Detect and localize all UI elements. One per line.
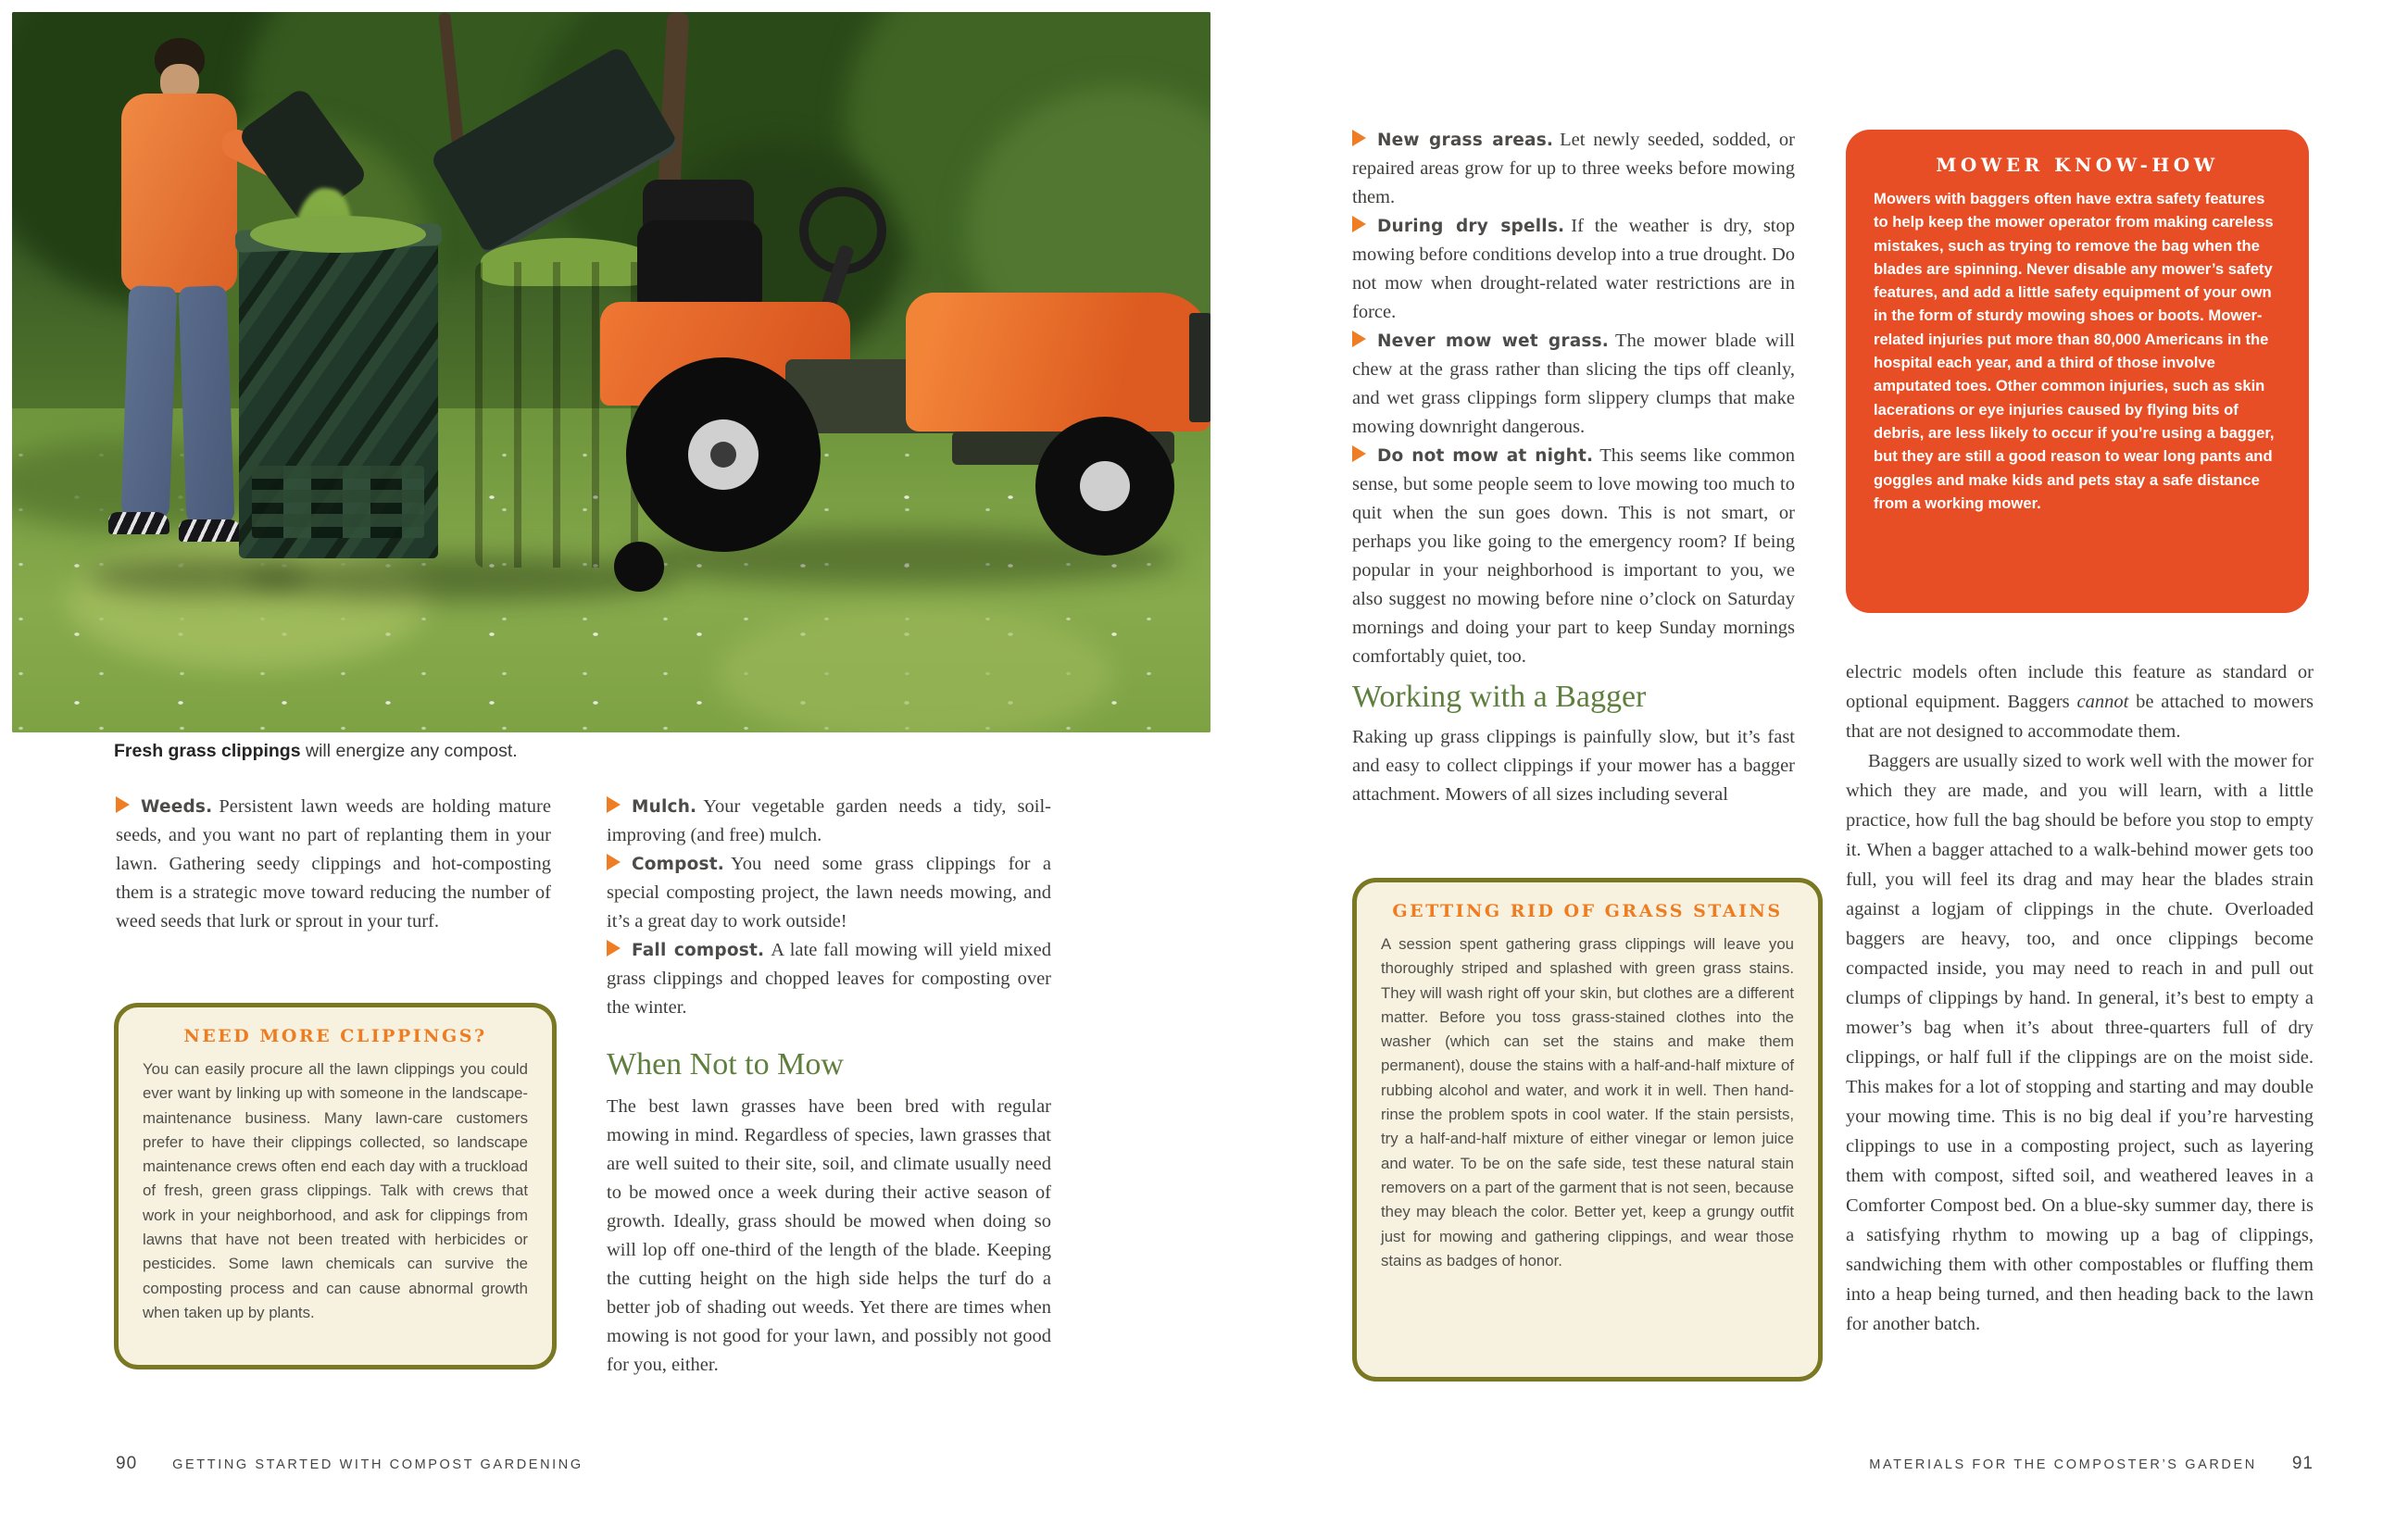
running-footer-title: GETTING STARTED WITH COMPOST GARDENING [172, 1457, 583, 1472]
right-column-1 [1352, 126, 1795, 809]
photo-caption-rest: will energize any compost. [300, 741, 518, 761]
running-footer-title: MATERIALS FOR THE COMPOSTER’S GARDEN [1869, 1457, 2257, 1472]
mower-rear-hub [688, 419, 759, 490]
section-heading-when-not-to-mow: When Not to Mow [607, 1047, 844, 1082]
callout-need-more-clippings [114, 1003, 557, 1369]
bullet-triangle-icon [1352, 130, 1366, 146]
mower-front-wheel [1035, 417, 1174, 556]
page-number: 91 [2291, 1454, 2314, 1473]
footer-right [1846, 1454, 2314, 1474]
bullet-text: Persistent lawn weeds are holding mature seeds, and you want no part of replanting them in your lawn. Gathering seedy clippings and hot-composting them is a strategic move toward reducing the number of weed seeds that lurk or sprout in your turf. [116, 796, 551, 932]
bullet-triangle-icon [116, 796, 130, 813]
bullet-text: Your vegetable garden needs a tidy, soil-improving (and free) mulch. [607, 796, 1051, 845]
bullet-lead: Never mow wet grass. [1377, 331, 1610, 351]
man-shoe-left [108, 512, 169, 534]
when-not-to-mow-paragraph: The best lawn grasses have been bred with regular mowing in mind. Regardless of species, lawn grasses that are well suited to their site, soil, and climate usually need to be mowed once a week during their active season of growth. Ideally, grass should be mowed when doing so will lop off one-third of the length of the blade. Keeping the cutting height on the high side helps the turf do a better job of shading out weeds. Yet there are times when mowing is not good for your lawn, and possibly not good for you, either. [607, 1096, 1051, 1375]
bullet-text: This seems like common sense, but some people seem to love mowing too much to quit when the sun goes down. This is not smart, or perhaps you like going to the emergency room? If being popular in your neighborhood is important to you, we also suggest no mowing before nine o’clock on Saturday mornings and doing your part to keep Sunday mornings comfortably quiet, too. [1352, 445, 1795, 667]
bullet-triangle-icon [607, 854, 621, 870]
mower-rear-wheel [626, 357, 821, 552]
callout-title: MOWER KNOW-HOW [1936, 154, 2219, 176]
bagger-continued-paragraph [1846, 657, 2314, 746]
bullet-lead: Fall compost. [632, 941, 765, 960]
callout-title: NEED MORE CLIPPINGS? [183, 1026, 487, 1046]
photo-caption [114, 741, 1040, 762]
bullet-fall-compost [607, 936, 1051, 1022]
grass-sunpatch2 [716, 605, 1114, 732]
compost-bin [239, 234, 438, 558]
bullet-never-mow-wet-grass [1352, 327, 1795, 442]
bullet-weeds [116, 793, 551, 936]
bullet-lead: New grass areas. [1377, 131, 1554, 150]
callout-body: A session spent gathering grass clippings will leave you thoroughly striped and splashed with green grass stains. They will wash right off your skin, but clothes are a different matter. Before you toss grass-stained clothes into the washer (which can set the stains and make them permanent), douse the stains with a half-and-half mixture of rubbing alcohol and water, and work it in well. Then hand-rinse the problem spots in cool water. If the stain persists, try a half-and-half mixture of either vinegar or lemon juice and water. To be on the safe side, test these natural stain removers on a part of the garment that is not seen, because they may bleach the color. Better yet, keep a grungy outfit just for mowing and gathering clippings, and wear those stains as badges of honor. [1381, 935, 1794, 1269]
mower-hood [906, 293, 1210, 431]
bullet-triangle-icon [1352, 331, 1366, 347]
callout-mower-know-how [1846, 130, 2309, 613]
man-jeans-left [121, 285, 178, 519]
callout-grass-stains [1352, 878, 1823, 1382]
compost-bin-vents [252, 466, 424, 538]
mower-grill [1189, 313, 1210, 422]
paragraph-text: be attached to mowers that are not designed to accommodate them. [1846, 692, 2314, 742]
bullet-text: If the weather is dry, stop mowing before conditions develop into a true drought. Do not mow when drought-related water restrictions are in force. [1352, 216, 1795, 322]
mower-rear-hubcap [710, 442, 736, 468]
paragraph-text: electric models often include this feature as standard or optional equipment. Baggers [1846, 662, 2314, 712]
callout-body: Mowers with baggers often have extra safety features to help keep the mower operator from making careless mistakes, such as trying to remove the bag when the blades are spinning. Never disable any mower’s safety features, and add a little safety equipment of your own in the form of sturdy mowing shoes or boots. Mower-related injuries put more than 80,000 Americans in the hospital each year, and a third of those involve amputated toes. Other common injuries, such as skin lacerations or eye injuries caused by flying bits of debris, are less likely to occur if you’re using a bagger, but they are still a good reason to wear long pants and goggles and make kids and pets stay a safe distance from a working mower. [1874, 190, 2275, 512]
man-jeans-right [179, 285, 235, 524]
mower-front-hub [1080, 461, 1130, 511]
callout-body: You can easily procure all the lawn clippings you could ever want by linking up with someone in the landscape-maintenance business. Many lawn-care customers prefer to have their clippings collected, so landscape maintenance crews often end each day with a truckload of fresh, green grass clippings. Talk with crews that work in your neighborhood, and ask for clippings from lawns that have not been treated with herbicides or pesticides. Some lawn chemicals can survive the composting process and can cause abnormal growth when taken up by plants. [143, 1060, 528, 1321]
left-column-1 [116, 793, 551, 936]
mower-seat [637, 220, 762, 308]
bullet-triangle-icon [1352, 216, 1366, 232]
bullet-lead: Weeds. [141, 797, 213, 817]
bullet-text: A late fall mowing will yield mixed grass clippings and chopped leaves for composting over the winter. [607, 940, 1051, 1018]
bullet-lead: Mulch. [632, 797, 697, 817]
left-column-2 [607, 793, 1051, 1380]
man-shirt [121, 94, 237, 293]
photo-caption-bold: Fresh grass clippings [114, 741, 301, 761]
right-column-2 [1846, 657, 2314, 1339]
bullet-triangle-icon [607, 940, 621, 957]
italic-word: cannot [2076, 692, 2129, 712]
footer-left [116, 1454, 583, 1474]
bullet-text: You need some grass clippings for a special composting project, the lawn needs mowing, and it’s a great day to work outside! [607, 854, 1051, 932]
bullet-new-grass-areas [1352, 126, 1795, 212]
bullet-during-dry-spells [1352, 212, 1795, 327]
section-heading-working-with-a-bagger: Working with a Bagger [1352, 680, 1647, 714]
riding-mower [600, 183, 1210, 581]
bullet-compost [607, 850, 1051, 936]
man-shoe-right [179, 519, 242, 542]
page-number: 90 [116, 1454, 138, 1473]
bullet-lead: Compost. [632, 855, 724, 874]
compost-bin-clippings [250, 216, 426, 253]
bullet-do-not-mow-at-night [1352, 442, 1795, 671]
bagger-sizing-paragraph: Baggers are usually sized to work well with the mower for which they are made, and you will learn, with a little practice, how full the bag should be before you stop to empty it. When a bagger attached to a walk-behind mower gets too full, you will feel its drag and may hear the blades strain against a logjam of clippings in the chute. Overloaded baggers are heavy, too, and once clippings become compacted inside, you may need to reach in and pull out clumps of clippings by hand. In general, it’s best to empty a mower’s bag when it’s about three-quarters full of dry clippings, or half full if the clippings are on the moist side. This makes for a lot of stopping and starting and may double your mowing time. This is no big deal if you’re harvesting clippings to use in a composting project, such as layering them with compost, sifted soil, and weathered leaves in a Comforter Compost bed. On a blue-sky summer day, there is a satisfying rhythm to mowing up a bag of clippings, sandwiching them with other compostables or fluffing them into a heap being turned, and then heading back to the lawn for another batch. [1846, 751, 2314, 1334]
photo-grass-clippings [12, 12, 1210, 732]
bullet-lead: During dry spells. [1377, 217, 1565, 236]
bullet-triangle-icon [1352, 445, 1366, 462]
bullet-lead: Do not mow at night. [1377, 446, 1594, 466]
bullet-text: The mower blade will chew at the grass rather than slicing the tips off cleanly, and wet grass clippings form slippery clumps that make mowing downright dangerous. [1352, 331, 1795, 437]
bullet-text: Let newly seeded, sodded, or repaired areas grow for up to three weeks before mowing them. [1352, 130, 1795, 207]
bagger-intro-paragraph: Raking up grass clippings is painfully slow, but it’s fast and easy to collect clippings if your mower has a bagger attachment. Mowers of all sizes including several [1352, 727, 1795, 805]
bullet-triangle-icon [607, 796, 621, 813]
callout-title: GETTING RID OF GRASS STAINS [1392, 901, 1783, 921]
bullet-mulch [607, 793, 1051, 850]
